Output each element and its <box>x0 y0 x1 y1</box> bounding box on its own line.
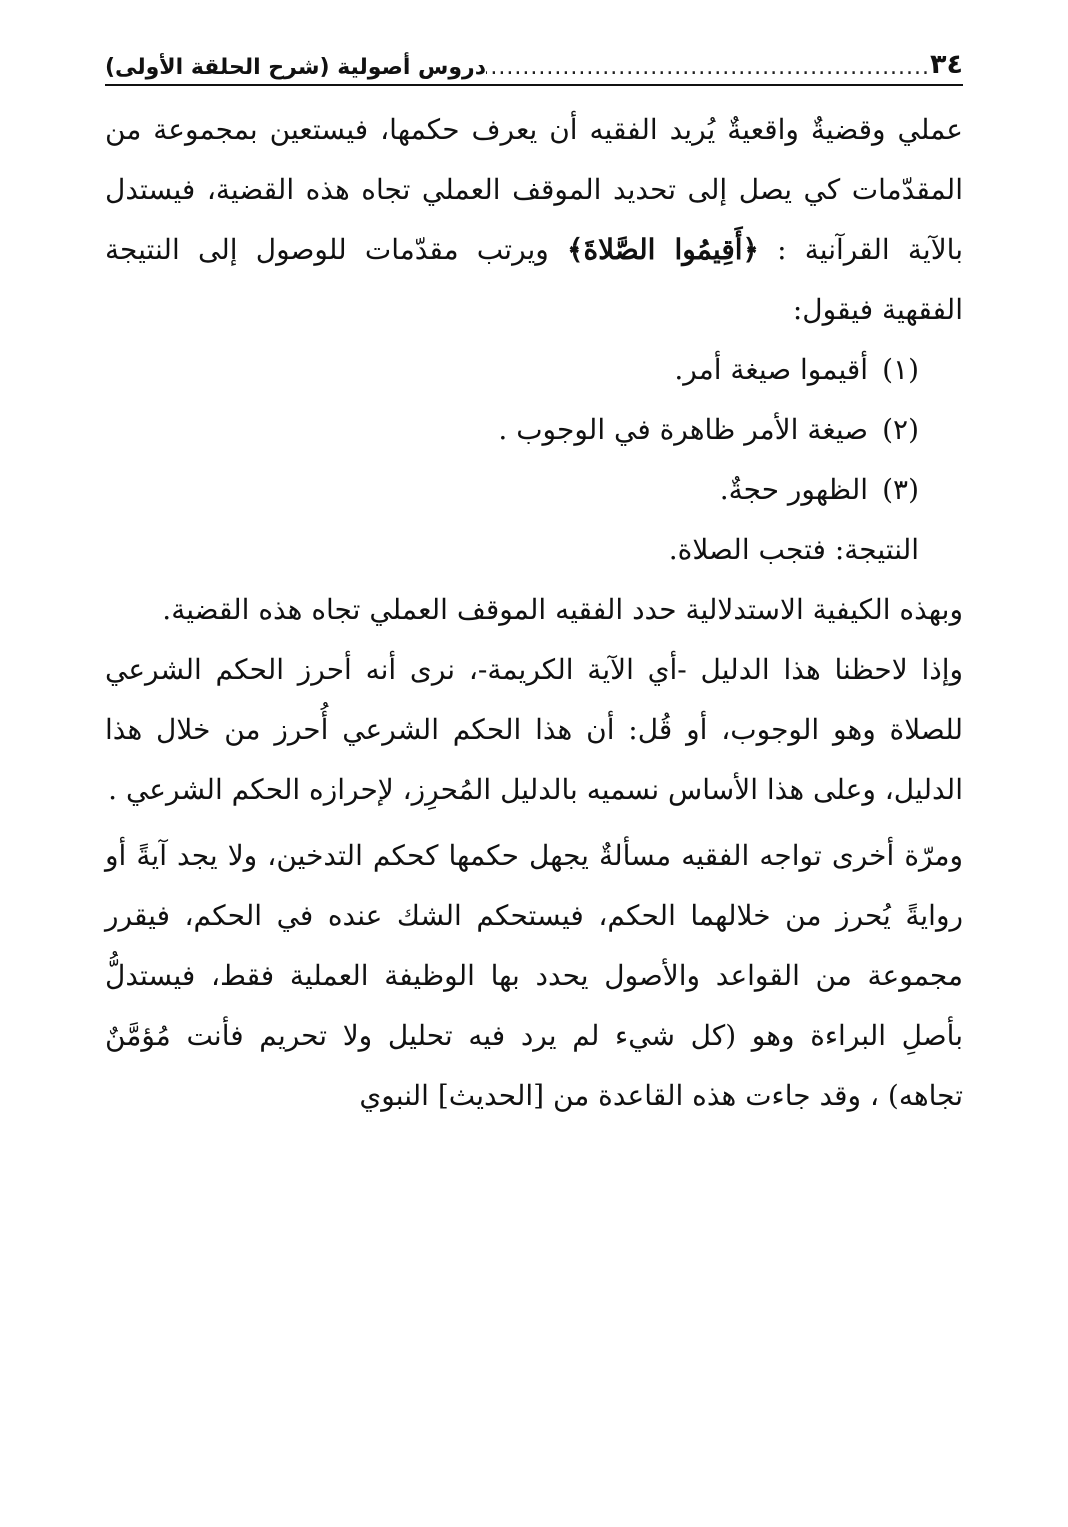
premise-number: (٢) <box>882 413 919 446</box>
paragraph-4: ومرّة أخرى تواجه الفقيه مسألةٌ يجهل حكمها كحكم التدخين، ولا يجد آيةً أو روايةً يُحرز من خلالهما الحكم، فيستحكم الشك عنده في الحكم، فيقرر مجموعة من القواعد والأصول يحدد بها الوظيفة العملية فقط، فيستدلُّ بأصلِ البراءة وهو (كل شيء لم يرد فيه تحليل ولا تحريم فأنت مُؤمَّنٌ تجاهه) ، وقد جاءت هذه القاعدة من [الحديث] النبوي <box>105 839 963 1112</box>
body-text <box>105 100 963 1126</box>
premise-number: (١) <box>882 353 919 386</box>
result-line: النتيجة: فتجب الصلاة. <box>668 533 919 566</box>
page <box>105 40 963 1126</box>
premise-text: الظهور حجةٌ. <box>719 473 869 506</box>
premises-list <box>105 340 963 520</box>
premise-item <box>105 340 963 400</box>
paragraph-1-after-verse: ويرتب مقدّمات للوصول إلى النتيجة الفقهية فيقول: <box>105 233 963 326</box>
premise-text: أقيموا صيغة أمر. <box>674 353 869 386</box>
paragraph-1-before-verse: عملي وقضيةٌ واقعيةٌ يُريد الفقيه أن يعرف حكمها، فيستعين بمجموعة من المقدّمات كي يصل إلى تحديد الموقف العملي تجاه هذه القضية، فيستدل بالآية القرآنية : <box>105 113 963 266</box>
paragraph-3: وإذا لاحظنا هذا الدليل -أي الآية الكريمة-، نرى أنه أحرز الحكم الشرعي للصلاة وهو الوجوب، أو قُل: أن هذا الحكم الشرعي أُحرز من خلال هذا الدليل، وعلى هذا الأساس نسميه بالدليل المُحرِز، لإحرازه الحكم الشرعي . <box>105 653 963 806</box>
header-rule <box>105 84 963 86</box>
quran-verse: ﴿أَقِيمُوا الصَّلاةَ﴾ <box>567 233 759 266</box>
premise-text: صيغة الأمر ظاهرة في الوجوب . <box>498 413 869 446</box>
paragraph-1 <box>105 100 963 340</box>
premise-item <box>105 460 963 520</box>
header-dot-leader <box>486 55 930 80</box>
book-title: دروس أصولية (شرح الحلقة الأولى) <box>105 55 487 80</box>
running-header <box>105 40 963 80</box>
page-number: ٣٤ <box>930 49 963 80</box>
paragraph-2: وبهذه الكيفية الاستدلالية حدد الفقيه الموقف العملي تجاه هذه القضية. <box>162 593 963 626</box>
premise-item <box>105 400 963 460</box>
premise-number: (٣) <box>882 473 919 506</box>
